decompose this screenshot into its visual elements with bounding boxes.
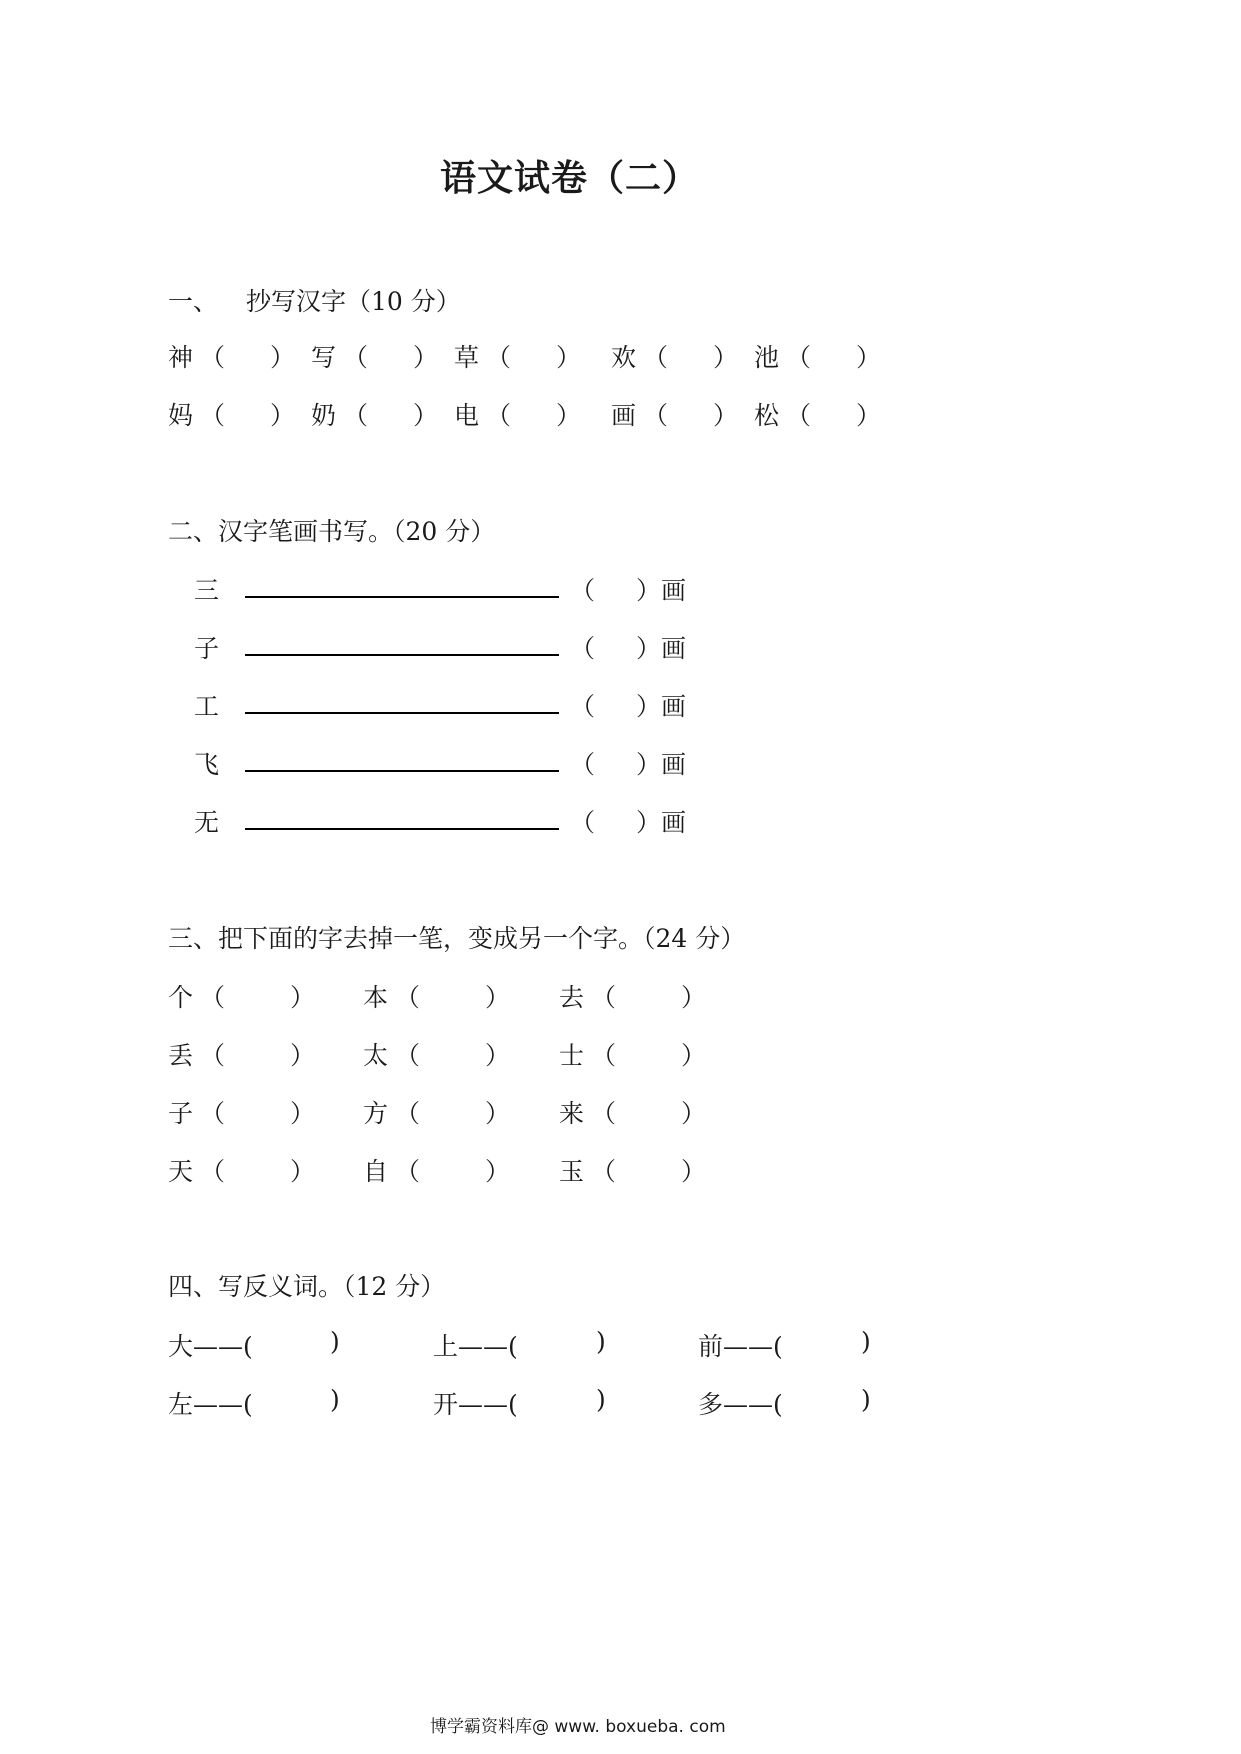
paren-open: （ bbox=[200, 401, 226, 430]
stroke-count-suffix: ）画 bbox=[636, 808, 687, 837]
paren-close: ） bbox=[856, 343, 882, 372]
answer-line[interactable] bbox=[245, 828, 559, 830]
paren-close: ） bbox=[290, 1099, 316, 1128]
paren-close: ） bbox=[485, 1041, 511, 1070]
paren-open: （ bbox=[200, 343, 226, 372]
section3-char: 自 bbox=[363, 1157, 389, 1186]
paren-close: ） bbox=[413, 343, 439, 372]
section1-char: 神 bbox=[168, 343, 194, 372]
section1-char: 草 bbox=[454, 343, 480, 372]
paren-open: （ bbox=[395, 1099, 421, 1128]
paren-close: ) bbox=[861, 1327, 871, 1356]
stroke-char: 工 bbox=[194, 692, 220, 721]
paren-close: ) bbox=[596, 1385, 606, 1414]
section1-char: 奶 bbox=[311, 401, 337, 430]
section3-char: 太 bbox=[363, 1041, 389, 1070]
stroke-count-suffix: ）画 bbox=[636, 634, 687, 663]
section1-char: 池 bbox=[754, 343, 780, 372]
paren-open: （ bbox=[343, 401, 369, 430]
section3-char: 士 bbox=[559, 1041, 585, 1070]
paren-open: （ bbox=[786, 343, 812, 372]
stroke-char: 无 bbox=[194, 808, 220, 837]
section3-char: 子 bbox=[168, 1099, 194, 1128]
stroke-count-suffix: ）画 bbox=[636, 692, 687, 721]
antonym-prompt: 左——( bbox=[168, 1390, 253, 1419]
paren-close: ） bbox=[485, 1099, 511, 1128]
section2-heading: 二、汉字笔画书写。（20 分） bbox=[168, 517, 496, 546]
paren-open: （ bbox=[643, 401, 669, 430]
paren-close: ） bbox=[713, 401, 739, 430]
paren-close: ） bbox=[290, 983, 316, 1012]
answer-line[interactable] bbox=[245, 654, 559, 656]
paren-open: （ bbox=[200, 1157, 226, 1186]
antonym-prompt: 开——( bbox=[433, 1390, 518, 1419]
paren-close: ) bbox=[861, 1385, 871, 1414]
paren-close: ） bbox=[413, 401, 439, 430]
section1-heading: 抄写汉字（10 分） bbox=[246, 287, 461, 316]
paren-open: （ bbox=[395, 1041, 421, 1070]
paren-open: （ bbox=[486, 401, 512, 430]
paren-open: （ bbox=[570, 576, 596, 605]
section3-char: 天 bbox=[168, 1157, 194, 1186]
section3-char: 方 bbox=[363, 1099, 389, 1128]
section3-char: 个 bbox=[168, 983, 194, 1012]
antonym-prompt: 多——( bbox=[698, 1390, 783, 1419]
section3-char: 玉 bbox=[559, 1157, 585, 1186]
page-title: 语文试卷（二） bbox=[440, 158, 700, 199]
paren-close: ） bbox=[290, 1041, 316, 1070]
section1-char: 电 bbox=[454, 401, 480, 430]
paren-open: （ bbox=[591, 983, 617, 1012]
paren-open: （ bbox=[570, 692, 596, 721]
paren-close: ） bbox=[681, 1099, 707, 1128]
paren-open: （ bbox=[591, 1041, 617, 1070]
paren-open: （ bbox=[786, 401, 812, 430]
paren-open: （ bbox=[570, 634, 596, 663]
antonym-prompt: 前——( bbox=[698, 1332, 783, 1361]
paren-close: ） bbox=[556, 401, 582, 430]
paren-close: ） bbox=[681, 983, 707, 1012]
paren-close: ) bbox=[330, 1385, 340, 1414]
paren-close: ） bbox=[485, 983, 511, 1012]
paren-close: ） bbox=[485, 1157, 511, 1186]
section1-char: 妈 bbox=[168, 401, 194, 430]
paren-close: ） bbox=[270, 343, 296, 372]
paren-close: ） bbox=[270, 401, 296, 430]
paren-close: ） bbox=[681, 1157, 707, 1186]
section1-number: 一、 bbox=[168, 287, 219, 316]
section4-heading: 四、写反义词。（12 分） bbox=[168, 1272, 446, 1301]
paren-open: （ bbox=[591, 1157, 617, 1186]
stroke-count-suffix: ）画 bbox=[636, 750, 687, 779]
section3-char: 丢 bbox=[168, 1041, 194, 1070]
section3-char: 本 bbox=[363, 983, 389, 1012]
stroke-char: 子 bbox=[194, 634, 220, 663]
answer-line[interactable] bbox=[245, 596, 559, 598]
paren-close: ) bbox=[330, 1327, 340, 1356]
section3-heading: 三、把下面的字去掉一笔，变成另一个字。（24 分） bbox=[168, 924, 746, 953]
paren-open: （ bbox=[643, 343, 669, 372]
paren-close: ） bbox=[290, 1157, 316, 1186]
section1-char: 松 bbox=[754, 401, 780, 430]
paren-close: ） bbox=[856, 401, 882, 430]
paren-open: （ bbox=[570, 750, 596, 779]
paren-open: （ bbox=[200, 1041, 226, 1070]
paren-open: （ bbox=[395, 1157, 421, 1186]
footer-watermark: 博学霸资料库@ www. boxueba. com bbox=[430, 1717, 726, 1737]
antonym-prompt: 大——( bbox=[168, 1332, 253, 1361]
answer-line[interactable] bbox=[245, 770, 559, 772]
section3-char: 去 bbox=[559, 983, 585, 1012]
paren-close: ） bbox=[713, 343, 739, 372]
paren-open: （ bbox=[395, 983, 421, 1012]
section1-char: 欢 bbox=[611, 343, 637, 372]
stroke-char: 三 bbox=[194, 576, 220, 605]
paren-open: （ bbox=[591, 1099, 617, 1128]
paren-open: （ bbox=[200, 983, 226, 1012]
paren-open: （ bbox=[570, 808, 596, 837]
section1-char: 写 bbox=[311, 343, 337, 372]
section3-char: 来 bbox=[559, 1099, 585, 1128]
antonym-prompt: 上——( bbox=[433, 1332, 518, 1361]
paren-open: （ bbox=[486, 343, 512, 372]
paren-open: （ bbox=[200, 1099, 226, 1128]
paren-open: （ bbox=[343, 343, 369, 372]
paren-close: ） bbox=[556, 343, 582, 372]
paren-close: ) bbox=[596, 1327, 606, 1356]
answer-line[interactable] bbox=[245, 712, 559, 714]
section1-char: 画 bbox=[611, 401, 637, 430]
stroke-count-suffix: ）画 bbox=[636, 576, 687, 605]
stroke-char: 飞 bbox=[194, 750, 220, 779]
paren-close: ） bbox=[681, 1041, 707, 1070]
